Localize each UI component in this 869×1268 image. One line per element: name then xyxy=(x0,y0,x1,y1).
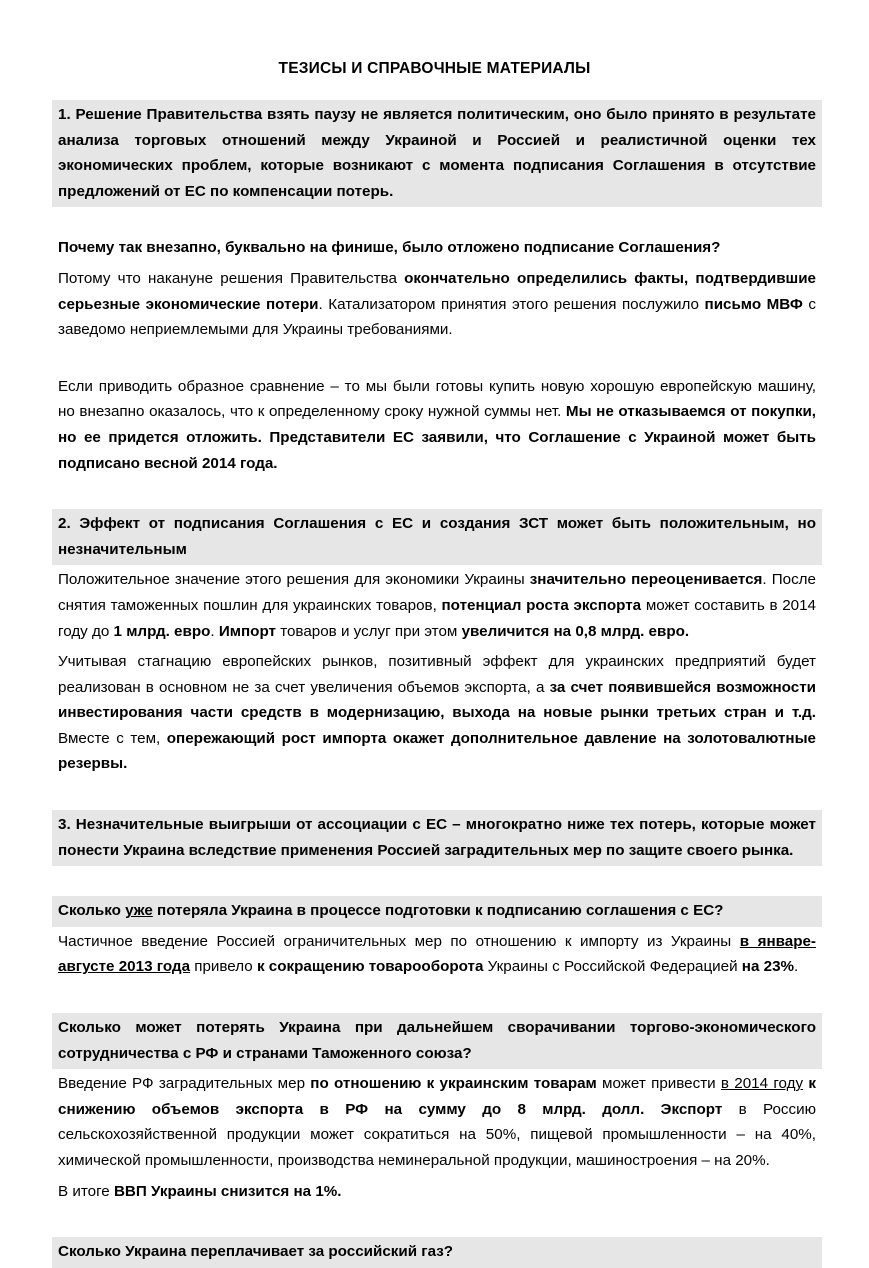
thesis-1-block xyxy=(52,100,822,207)
car-analogy-paragraph: Если приводить образное сравнение – то мы были готовы купить новую хорошую европейскую машину, но внезапно оказалось, что к определенному сроку нужной суммы нет. Мы не отказываемся от покупки, но ее придется отложить. Представители ЕС заявили, что Соглашение с Украиной может быть подписано весной 2014 года. xyxy=(58,377,816,472)
bold-fragment: ВВП Украины снизится на 1%. xyxy=(113,1182,342,1200)
bold-fragment: к снижению объемов экспорта в РФ на сумму до 8 млрд. долл. Экспорт xyxy=(58,1075,816,1118)
bold-fragment: к сокращению товарооборота xyxy=(256,958,484,976)
spacer xyxy=(52,346,822,372)
question-further-losses-text: Сколько может потерять Украина при дальнейшем сворачивании торгово-экономического сотрудничества с РФ и странами Таможенного союза? xyxy=(58,1019,816,1062)
bold-fragment: окончательно определились факты, подтвердившие серьезные экономические потери xyxy=(58,269,816,313)
spacer xyxy=(52,983,822,1013)
underlined-fragment: в январе-августе 2013 года xyxy=(58,932,816,976)
question-why-suddenly xyxy=(52,233,822,264)
thesis-3-text: 3. Незначительные выигрыши от ассоциации с ЕС – многократно ниже тех потерь, которые может понести Украина вследствие применения Россией заградительных мер по защите своего рынка. xyxy=(58,816,816,859)
spacer xyxy=(52,1207,822,1237)
spacer xyxy=(52,866,822,896)
question-further-losses xyxy=(52,1013,822,1069)
thesis-3-block xyxy=(52,810,822,866)
thesis-2-block xyxy=(52,509,822,565)
document-body xyxy=(0,80,869,1268)
thesis-2-body-1: Положительное значение этого решения для экономики Украины значительно переоценивается. После снятия таможенных пошлин для украинских товаров, потенциал роста экспорта может составить в 2014 году до 1 млрд. евро. Импорт товаров и услуг при этом увеличится на 0,8 млрд. евро. xyxy=(58,571,816,640)
page-title: ТЕЗИСЫ И СПРАВОЧНЫЕ МАТЕРИАЛЫ xyxy=(278,60,591,77)
underlined-fragment: в 2014 году xyxy=(720,1075,804,1093)
question-already-lost: Сколько уже потеряла Украина в процессе подготовки к подписанию соглашения с ЕС? xyxy=(52,896,822,927)
spacer xyxy=(52,780,822,810)
bold-fragment: опережающий рост импорта окажет дополнительное давление на золотовалютные резервы. xyxy=(58,729,817,773)
answer-gdp-decline: В итоге ВВП Украины снизится на 1%. xyxy=(58,1182,342,1200)
question-gas-overpay xyxy=(52,1237,822,1268)
bold-fragment: за счет появившейся возможности инвестирования части средств в модернизацию, выхода на новые рынки третьих стран и т.д. xyxy=(58,678,816,722)
bold-fragment: по отношению к украинским товарам xyxy=(310,1075,597,1093)
question-why-suddenly-text: Почему так внезапно, буквально на финише, было отложено подписание Соглашения? xyxy=(58,239,721,257)
thesis-1-text: 1. Решение Правительства взять паузу не является политическим, оно было принято в результате анализа торговых отношений между Украиной и Россией и реалистичной оценки тех экономических проблем, которые возникают с момента подписания Соглашения в отсутствие предложений от ЕС по компенсации потерь. xyxy=(58,106,816,200)
bold-fragment: 1 млрд. евро xyxy=(113,622,211,640)
answer-why-suddenly: Потому что накануне решения Правительства окончательно определились факты, подтвердившие серьезные экономические потери. Катализатором принятия этого решения послужило письмо МВФ с заведомо неприемлемыми для Украины требованиями. xyxy=(58,269,817,339)
bold-fragment: увеличится на 0,8 млрд. евро. xyxy=(461,622,690,640)
answer-already-lost: Частичное введение Россией ограничительных мер по отношению к импорту из Украины в январе-августе 2013 года привело к сокращению товарооборота Украины с Российской Федерацией на 23%. xyxy=(58,932,816,976)
bold-fragment: письмо МВФ xyxy=(704,295,803,313)
bold-fragment: значительно переоценивается xyxy=(529,571,763,589)
bold-fragment: потенциал роста экспорта xyxy=(441,596,642,614)
bold-fragment: Импорт xyxy=(218,622,276,640)
question-gas-overpay-text: Сколько Украина переплачивает за российский газ? xyxy=(58,1243,454,1261)
thesis-2-body-2: Учитывая стагнацию европейских рынков, позитивный эффект для украинских предприятий будет реализован в основном не за счет увеличения объемов экспорта, а за счет появившейся возможности инвестирования части средств в модернизацию, выхода на новые рынки третьих стран и т.д. Вместе с тем, опережающий рост импорта окажет дополнительное давление на золотовалютные резервы. xyxy=(58,653,817,773)
bold-fragment: на 23% xyxy=(741,958,795,976)
spacer xyxy=(52,479,822,509)
spacer xyxy=(52,207,822,233)
answer-further-losses: Введение РФ заградительных мер по отношению к украинским товарам может привести в 2014 году к снижению объемов экспорта в РФ на сумму до 8 млрд. долл. Экспорт в Россию сельскохозяйственной продукции может сократиться на 50%, пищевой промышленности – на 40%, химической промышленности, производства неминеральной продукции, машиностроения – на 20%. xyxy=(58,1075,816,1169)
thesis-2-text: 2. Эффект от подписания Соглашения с ЕС и создания ЗСТ может быть положительным, но незначительным xyxy=(58,515,816,558)
bold-fragment: Мы не отказываемся от покупки, но ее придется отложить. Представители ЕС заявили, что Соглашение с Украиной может быть подписано весной 2014 года. xyxy=(58,403,816,472)
spacer xyxy=(52,80,822,100)
underlined-fragment: уже xyxy=(125,902,153,920)
